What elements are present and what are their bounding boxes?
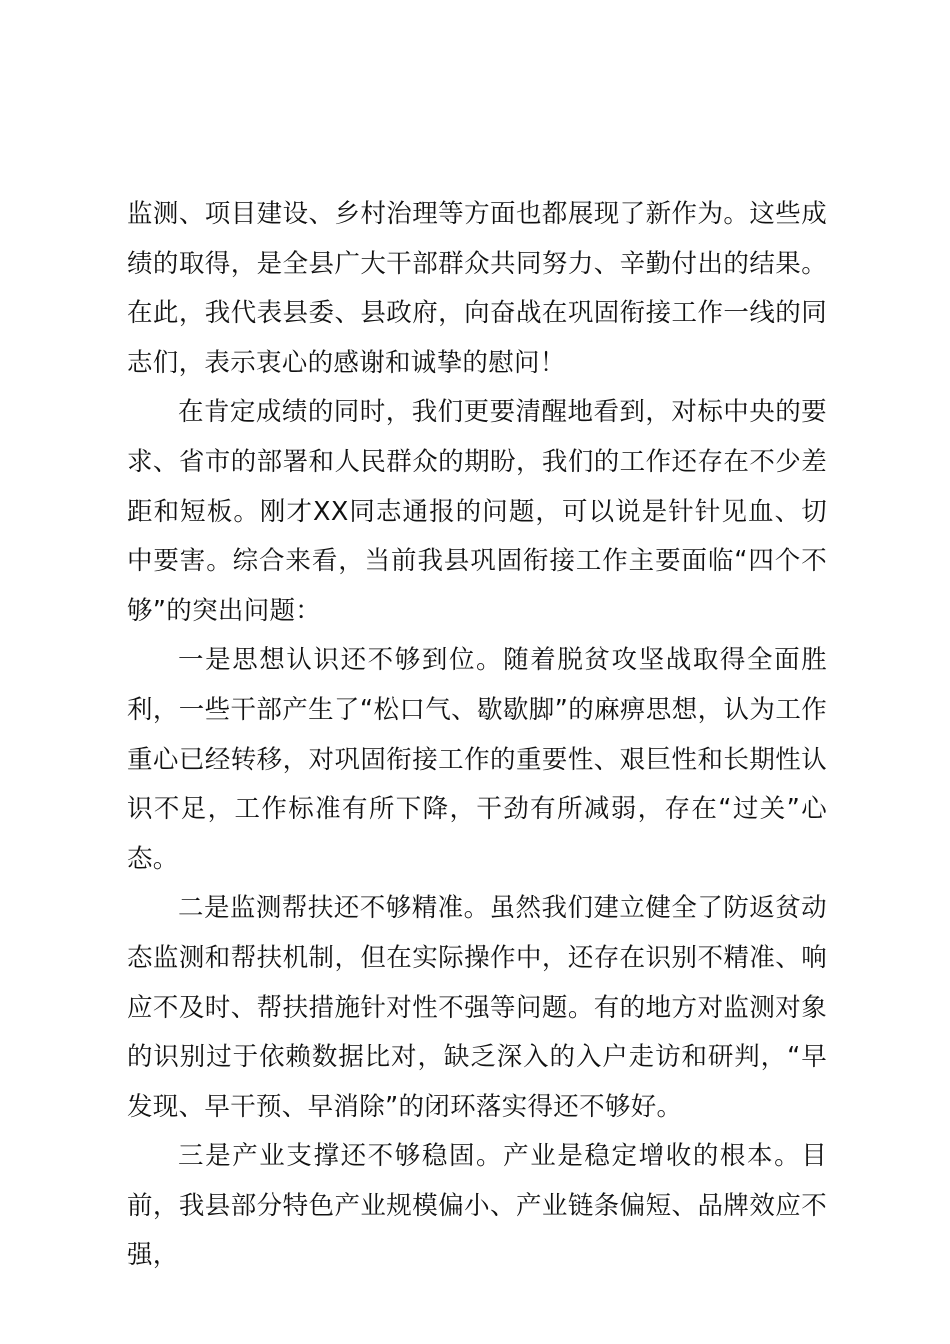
paragraph-achievements: 监测、项目建设、乡村治理等方面也都展现了新作为。这些成绩的取得，是全县广大干部群众共同努力、辛勤付出的结果。在此，我代表县委、县政府，向奋战在巩固衔接工作一线的同志们，表示衷心的感谢和诚挚的慰问！ [127, 199, 827, 378]
paragraph-issue-three: 三是产业支撑还不够稳固。产业是稳定增收的根本。目前，我县部分特色产业规模偏小、产业链条偏短、品牌效应不强， [127, 1141, 827, 1271]
document-body [127, 190, 827, 1281]
paragraph-issue-two: 二是监测帮扶还不够精准。虽然我们建立健全了防返贫动态监测和帮扶机制，但在实际操作中，还存在识别不精准、响应不及时、帮扶措施针对性不强等问题。有的地方对监测对象的识别过于依赖数据比对，缺乏深入的入户走访和研判，“早发现、早干预、早消除”的闭环落实得还不够好。 [127, 893, 827, 1122]
paragraph-issue-one: 一是思想认识还不够到位。随着脱贫攻坚战取得全面胜利，一些干部产生了“松口气、歇歇脚”的麻痹思想，认为工作重心已经转移，对巩固衔接工作的重要性、艰巨性和长期性认识不足，工作标准有所下降，干劲有所减弱，存在“过关”心态。 [127, 645, 827, 874]
paragraph-shortcomings-intro: 在肯定成绩的同时，我们更要清醒地看到，对标中央的要求、省市的部署和人民群众的期盼，我们的工作还存在不少差距和短板。刚才XX同志通报的问题，可以说是针针见血、切中要害。综合来看，当前我县巩固衔接工作主要面临“四个不够”的突出问题： [127, 397, 827, 626]
